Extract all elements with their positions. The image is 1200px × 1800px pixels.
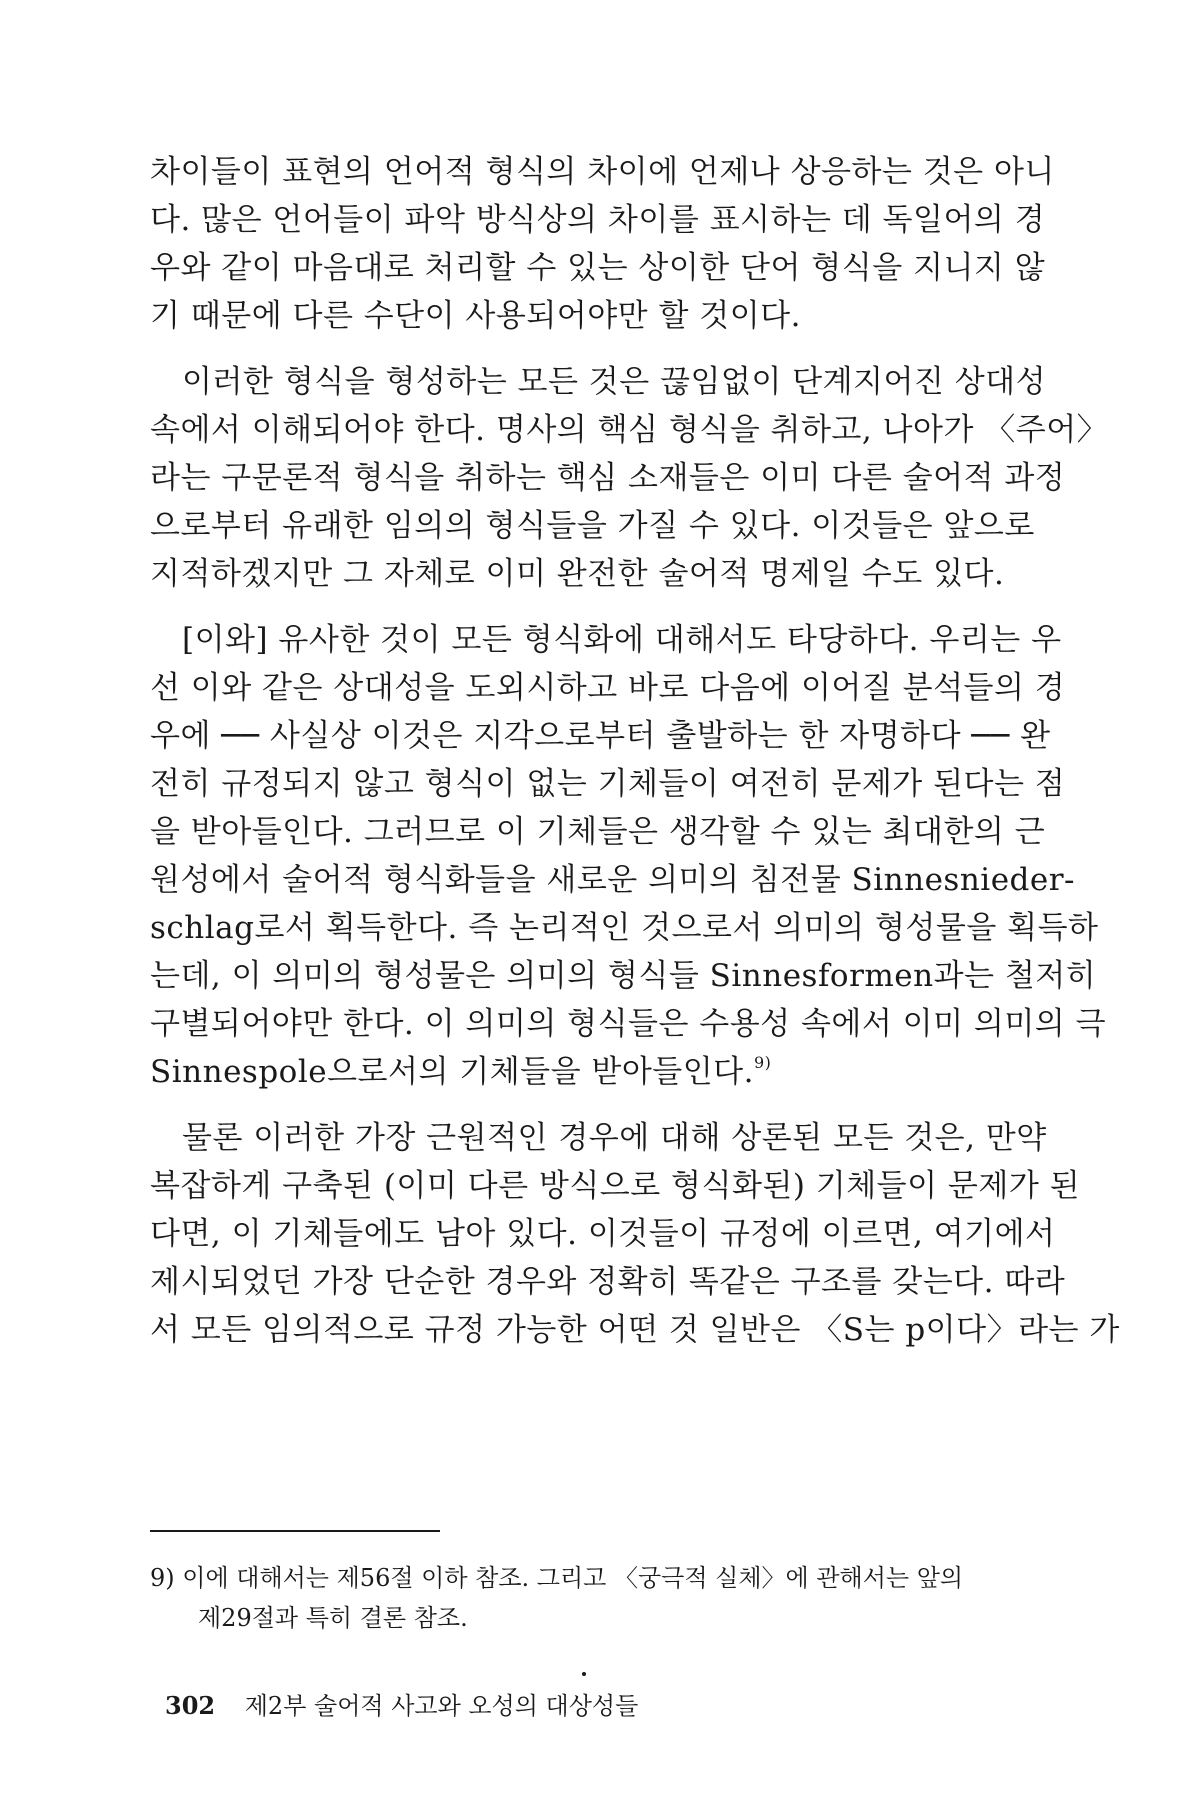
text-line: 다. 많은 언어들이 파악 방식상의 차이를 표시하는 데 독일어의 경 bbox=[150, 202, 1046, 238]
text-line: 전히 규정되지 않고 형식이 없는 기체들이 여전히 문제가 된다는 점 bbox=[150, 766, 1066, 802]
footnote-reference[interactable]: 9) bbox=[753, 1053, 772, 1072]
text-line: 이러한 형식을 형성하는 모든 것은 끊임없이 단계지어진 상대성 bbox=[182, 364, 1047, 400]
text-line: 속에서 이해되어야 한다. 명사의 핵심 형식을 취하고, 나아가 〈주어〉 bbox=[150, 412, 1109, 448]
text-line: 을 받아들인다. 그러므로 이 기체들은 생각할 수 있는 최대한의 근 bbox=[150, 814, 1046, 850]
text-line: 기 때문에 다른 수단이 사용되어야만 할 것이다. bbox=[150, 298, 801, 334]
text-line: 구별되어야만 한다. 이 의미의 형식들은 수용성 속에서 이미 의미의 극 bbox=[150, 1006, 1107, 1042]
text-line-content: Sinnespole으로서의 기체들을 받아들인다. bbox=[150, 1054, 754, 1090]
text-line: 다면, 이 기체들에도 남아 있다. 이것들이 규정에 이르면, 여기에서 bbox=[150, 1216, 1056, 1252]
text-line: 물론 이러한 가장 근원적인 경우에 대해 상론된 모든 것은, 만약 bbox=[182, 1120, 1047, 1156]
text-line: 제시되었던 가장 단순한 경우와 정확히 똑같은 구조를 갖는다. 따라 bbox=[150, 1264, 1066, 1300]
text-line: 우에 ── 사실상 이것은 지각으로부터 출발하는 한 자명하다 ── 완 bbox=[150, 718, 1051, 754]
print-speck bbox=[582, 1672, 586, 1676]
text-line: 지적하겠지만 그 자체로 이미 완전한 술어적 명제일 수도 있다. bbox=[150, 556, 1005, 592]
body-text bbox=[150, 148, 1120, 1354]
text-line: 으로부터 유래한 임의의 형식들을 가질 수 있다. 이것들은 앞으로 bbox=[150, 508, 1035, 544]
text-line: 복잡하게 구축된 (이미 다른 방식으로 형식화된) 기체들이 문제가 된 bbox=[150, 1168, 1081, 1204]
footnote-divider bbox=[150, 1530, 440, 1532]
text-line: schlag로서 획득한다. 즉 논리적인 것으로서 의미의 형성물을 획득하 bbox=[150, 910, 1099, 946]
text-line: 서 모든 임의적으로 규정 가능한 어떤 것 일반은 〈S는 p이다〉라는 가 bbox=[150, 1312, 1120, 1348]
footnote-line: 9) 이에 대해서는 제56절 이하 참조. 그리고 〈궁극적 실체〉에 관해서는 앞의 bbox=[150, 1564, 964, 1592]
text-line: 차이들이 표현의 언어적 형식의 차이에 언제나 상응하는 것은 아니 bbox=[150, 154, 1055, 190]
footnote-line: 제29절과 특히 결론 참조. bbox=[198, 1604, 468, 1632]
running-head: 제2부 술어적 사고와 오성의 대상성들 bbox=[244, 1692, 639, 1720]
page-footer bbox=[165, 1690, 638, 1722]
text-line: 선 이와 같은 상대성을 도외시하고 바로 다음에 이어질 분석들의 경 bbox=[150, 670, 1066, 706]
text-line-with-footnote-ref bbox=[150, 1048, 1030, 1096]
text-line: 원성에서 술어적 형식화들을 새로운 의미의 침전물 Sinnesnieder- bbox=[150, 862, 1076, 898]
page-number: 302 bbox=[165, 1691, 216, 1720]
text-line: [이와] 유사한 것이 모든 형식화에 대해서도 타당하다. 우리는 우 bbox=[182, 622, 1062, 658]
footnote bbox=[150, 1558, 1030, 1638]
text-line: 는데, 이 의미의 형성물은 의미의 형식들 Sinnesformen과는 철저히 bbox=[150, 958, 1097, 994]
text-line: 라는 구문론적 형식을 취하는 핵심 소재들은 이미 다른 술어적 과정 bbox=[150, 460, 1066, 496]
text-line: 우와 같이 마음대로 처리할 수 있는 상이한 단어 형식을 지니지 않 bbox=[150, 250, 1046, 286]
